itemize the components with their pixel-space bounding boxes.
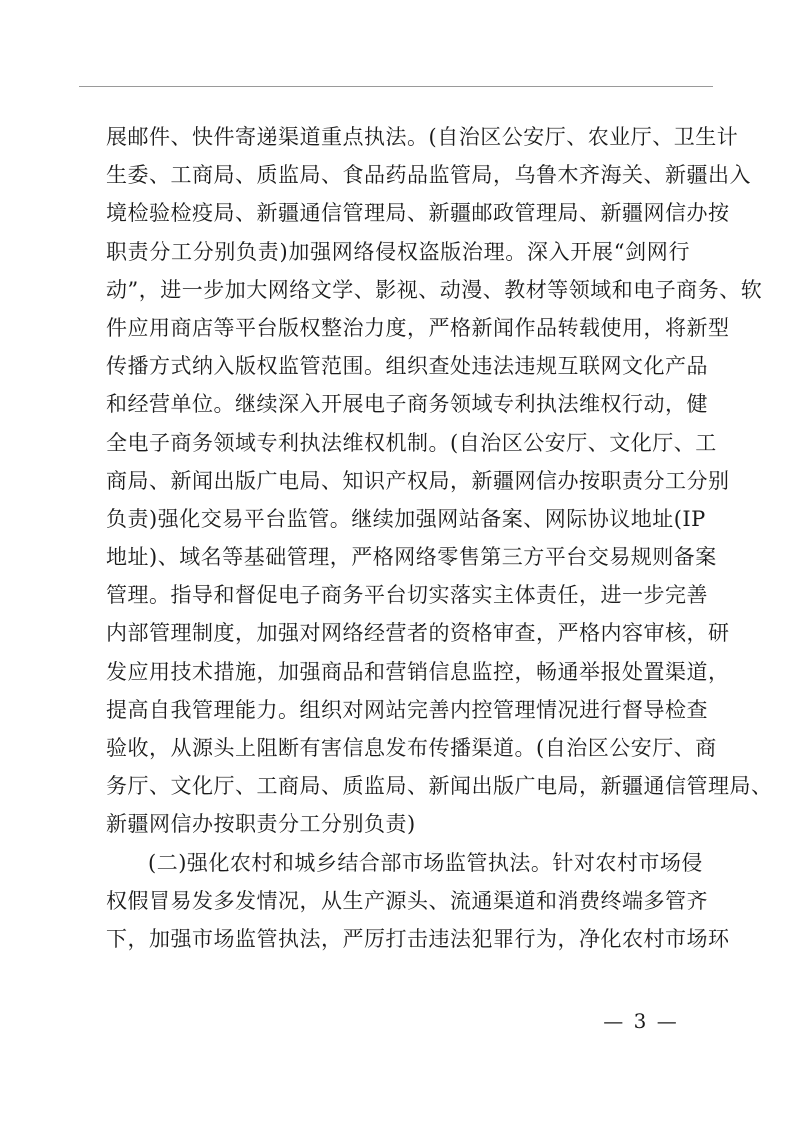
body-line: 商局、新闻出版广电局、知识产权局，新疆网信办按职责分工分别 [106, 468, 730, 493]
body-line: 负责)强化交易平台监管。继续加强网站备案、网际协议地址(IP [106, 506, 706, 531]
paragraph-end-line: 新疆网信办按职责分工分别负责) [106, 812, 416, 837]
body-line: 境检验检疫局、新疆通信管理局、新疆邮政管理局、新疆网信办按 [106, 201, 730, 226]
body-line: 职责分工分别负责)加强网络侵权盗版治理。深入开展“剑网行 [106, 239, 690, 264]
body-line: 权假冒易发多发情况，从生产源头、流通渠道和消费终端多管齐 [106, 888, 708, 913]
body-line: 内部管理制度，加强对网络经营者的资格审查，严格内容审核，研 [106, 621, 730, 646]
body-line: 动”，进一步加大网络文学、影视、动漫、教材等领域和电子商务、软 [106, 277, 763, 302]
body-line: 展邮件、快件寄递渠道重点执法。(自治区公安厅、农业厅、卫生计 [106, 125, 739, 149]
body-line: 全电子商务领域专利执法维权机制。(自治区公安厅、文化厅、工 [106, 430, 717, 455]
body-line: 务厅、文化厅、工商局、质监局、新闻出版广电局，新疆通信管理局、 [106, 774, 773, 799]
body-line: 生委、工商局、质监局、食品药品监管局，乌鲁木齐海关、新疆出入 [106, 163, 751, 188]
body-line: 提高自我管理能力。组织对网站完善内控管理情况进行督导检查 [106, 697, 708, 722]
document-body [106, 118, 773, 958]
body-line: 地址)、域名等基础管理，严格网络零售第三方平台交易规则备案 [106, 545, 717, 570]
body-line: 下，加强市场监管执法，严厉打击违法犯罪行为，净化农村市场环 [106, 926, 730, 951]
body-line: 验收，从源头上阻断有害信息发布传播渠道。(自治区公安厅、商 [106, 736, 717, 760]
body-line: 件应用商店等平台版权整治力度，严格新闻作品转载使用，将新型 [106, 315, 730, 340]
body-line: 发应用技术措施，加强商品和营销信息监控，畅通举报处置渠道， [106, 659, 730, 684]
section-heading-line: (二)强化农村和城乡结合部市场监管执法。针对农村市场侵 [148, 850, 703, 875]
header-rule [79, 86, 713, 87]
body-line: 和经营单位。继续深入开展电子商务领域专利执法维权行动，健 [106, 392, 708, 417]
page-number: — 3 — [603, 1009, 679, 1033]
body-line: 管理。指导和督促电子商务平台切实落实主体责任，进一步完善 [106, 583, 708, 608]
body-line: 传播方式纳入版权监管范围。组织查处违法违规互联网文化产品 [106, 354, 708, 379]
